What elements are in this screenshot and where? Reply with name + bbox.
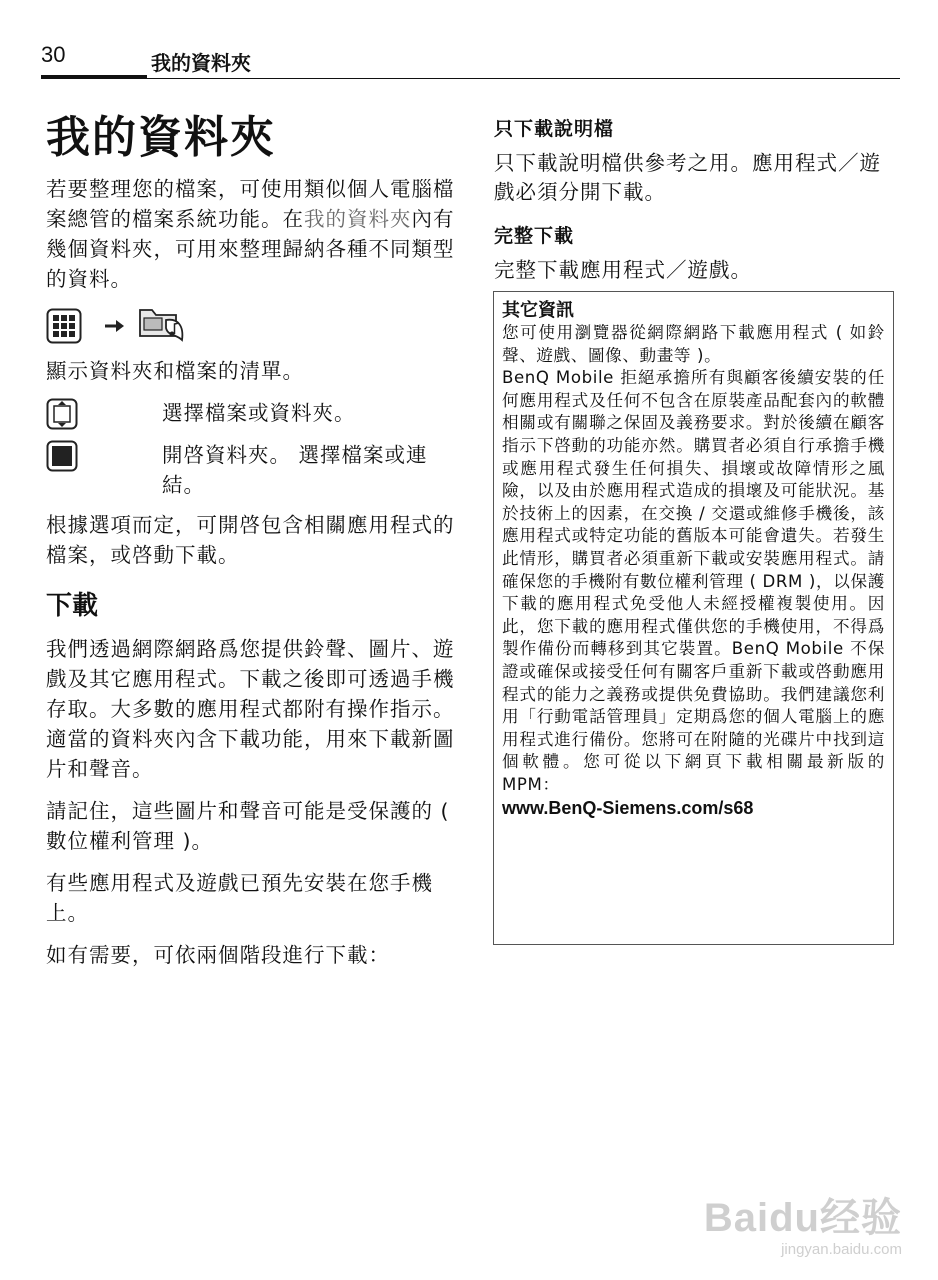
page-title: 我的資料夾: [46, 112, 276, 163]
download-paragraph: 我們透過網際網路爲您提供鈴聲、圖片、遊戲及其它應用程式。下載之後即可透過手機存取。大多數的應用程式都附有操作指示。適當的資料夾內含下載功能，用來下載新圖片和聲音。: [46, 637, 455, 781]
download-paragraph: 如有需要，可依兩個階段進行下載：: [46, 943, 390, 967]
download-heading: 下載: [46, 591, 99, 621]
readme-text: 只下載說明檔供參考之用。應用程式／遊戲必須分開下載。: [494, 151, 881, 204]
mpm-url-link[interactable]: www.BenQ-Siemens.com/s68: [502, 798, 754, 819]
info-box-title: 其它資訊: [502, 300, 574, 321]
my-folder-link[interactable]: 我的資料夾: [304, 207, 412, 231]
download-paragraph: 有些應用程式及遊戲已預先安裝在您手機上。: [46, 871, 433, 925]
intro-paragraph: [46, 174, 456, 294]
readme-heading: 只下載說明檔: [494, 118, 615, 140]
key-row-nav: [46, 398, 456, 434]
full-download-heading: 完整下載: [494, 225, 575, 247]
my-folder-icon: [138, 306, 188, 350]
nav-key-icon: [46, 398, 80, 434]
center-key-icon: [46, 440, 80, 476]
intro-text: 若要整理您的檔案，可使用類似個人電腦檔案總管的檔案系統功能。在: [46, 177, 455, 231]
watermark-url: jingyan.baidu.com: [781, 1241, 902, 1258]
show-list-text: 顯示資料夾和檔案的清單。: [46, 359, 304, 383]
intro-text-end: 內有幾個資料夾，可用來整理歸納各種不同類型的資料。: [46, 207, 455, 291]
download-paragraph: 請記住，這些圖片和聲音可能是受保護的 ( 數位權利管理 )。: [46, 799, 450, 853]
key-row-center: [46, 440, 456, 500]
info-box-paragraph: BenQ Mobile 拒絕承擔所有與顧客後續安裝的任何應用程式及任何不包含在原裝產品配套內的軟體相關或有關聯之保固及義務要求。對於後續在顧客指示下啓動的功能亦然。購買者必須自行承擔手機或應用程式發生任何損失、損壞或故障情形之風險，以及由於應用程式造成的損壞及可能狀況。基於技術上的因素，在交換 / 交還或維修手機後，該應用程式或特定功能的舊版本可能會遺失。若發生此情形，購買者必須重新下載或安裝應用程式。請確保您的手機附有數位權利管理 ( DRM )，以保護下載的應用程式免受他人未經授權複製使用。因此，您下載的應用程式僅供您的手機使用，不得爲製作備份而轉移到其它裝置。BenQ Mobile 不保證或確保或接受任何有關客戶重新下載或啓動應用程式的能力之義務或提供免費協助。我們建議您利用「行動電話管理員」定期爲您的個人電腦上的應用程式進行備份。您將可在附隨的光碟片中找到這個軟體。您可從以下網頁下載相關最新版的 MPM：: [502, 368, 885, 794]
left-column: [46, 110, 456, 982]
watermark: [704, 1186, 902, 1258]
full-download-text: 完整下載應用程式／遊戲。: [494, 258, 752, 282]
key-row-text: 開啓資料夾。 選擇檔案或連結。: [162, 443, 428, 497]
info-box: [493, 291, 894, 945]
right-column: [494, 110, 898, 299]
navigation-path: [46, 306, 456, 350]
after-keys-text: 根據選項而定，可開啓包含相關應用程式的檔案，或啓動下載。: [46, 513, 455, 567]
menu-grid-icon: [46, 308, 82, 348]
watermark-brand: Baidu经验: [703, 1196, 902, 1240]
page-number: 30: [41, 42, 66, 67]
running-title: 我的資料夾: [151, 51, 251, 75]
arrow-right-icon: [104, 318, 126, 338]
header-rule: [41, 78, 900, 79]
key-row-text: 選擇檔案或資料夾。: [162, 401, 356, 425]
info-box-paragraph: 您可使用瀏覽器從網際網路下載應用程式 ( 如鈴聲、遊戲、圖像、動畫等 )。: [502, 323, 885, 365]
